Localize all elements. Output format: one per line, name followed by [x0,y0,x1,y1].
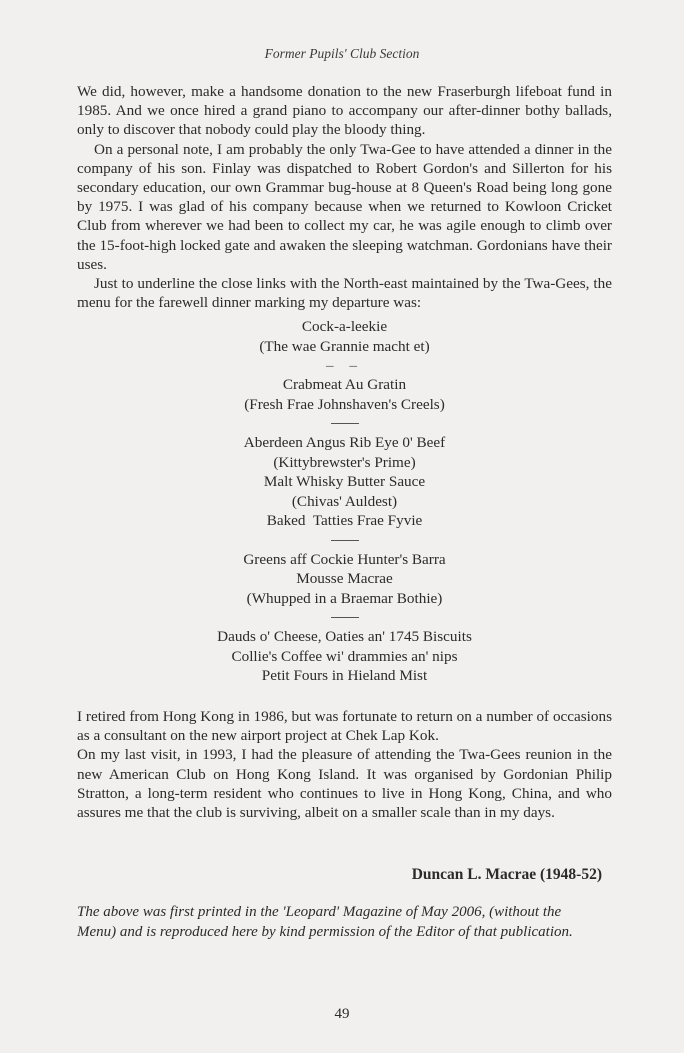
body-text [77,82,612,312]
paragraph-retirement: I retired from Hong Kong in 1986, but was fortunate to return on a number of occasions as a consultant on the new airport project at Chek Lap Kok. [77,708,612,745]
menu-divider [331,540,359,541]
menu-item: Baked Tatties Frae Fyvie [266,512,423,529]
paragraph-menu-intro: Just to underline the close links with the North-east maintained by the Twa-Gees, the menu for the farewell dinner marking my departure was: [77,275,612,312]
page-number: 49 [334,1006,350,1022]
menu-item: Collie's Coffee wi' drammies an' nips [231,647,458,665]
menu-item: Cock-a-leekie [301,318,388,335]
paragraph-donation: We did, however, make a handsome donation to the new Fraserburgh lifeboat fund in 1985. And we once hired a grand piano to accompany our after-dinner bothy ballads, only to discover that nobody could play the bloody thing. [77,83,612,139]
menu-dash-separator: – – [326,357,363,374]
paragraph-last-visit: On my last visit, in 1993, I had the pleasure of attending the Twa-Gees reunion in the new American Club on Hong Kong Island. It was organised by Gordonian Philip Stratton, a long-term resident who continues to live in Hong Kong, China, and who assures me that the club is surviving, albeit on a smaller scale than in my days. [77,746,612,822]
author-signature: Duncan L. Macrae (1948-52) [411,866,602,883]
menu-item: Greens aff Cockie Hunter's Barra [243,550,446,568]
menu-item: Petit Fours in Hieland Mist [261,667,428,684]
closing-text [77,707,612,822]
menu-item: Crabmeat Au Gratin [282,376,407,393]
menu-note: (Whupped in a Braemar Bothie) [246,589,443,607]
menu-note: (Kittybrewster's Prime) [273,453,416,471]
paragraph-personal-note: On a personal note, I am probably the only Twa-Gee to have attended a dinner in the company of his son. Finlay was dispatched to Robert Gordon's and Sillerton for his secondary education, our own Grammar bug-house at 8 Queen's Road being long gone by 1975. I was glad of his company because when we returned to Kowloon Cricket Club from wherever we had been to collect my car, he was agile enough to climb over the 15-foot-high locked gate and awaken the sleeping watchman. Gordonians have their uses. [77,140,612,273]
menu-divider [331,617,359,618]
menu-note: (Chivas' Auldest) [291,492,398,510]
menu-note: (Fresh Frae Johnshaven's Creels) [244,395,445,413]
menu-item: Malt Whisky Butter Sauce [263,473,426,490]
farewell-menu [77,317,612,686]
menu-divider [331,423,359,424]
menu-item: Dauds o' Cheese, Oaties an' 1745 Biscuits [217,628,472,645]
menu-item: Aberdeen Angus Rib Eye 0' Beef [243,434,446,451]
menu-note: (The wae Grannie macht et) [259,337,430,355]
running-head: Former Pupils' Club Section [264,46,420,61]
publication-footnote: The above was first printed in the 'Leopard' Magazine of May 2006, (without the Menu) and is reproduced here by kind permission of the Editor of that publication. [77,904,573,940]
menu-item: Mousse Macrae [296,570,393,587]
